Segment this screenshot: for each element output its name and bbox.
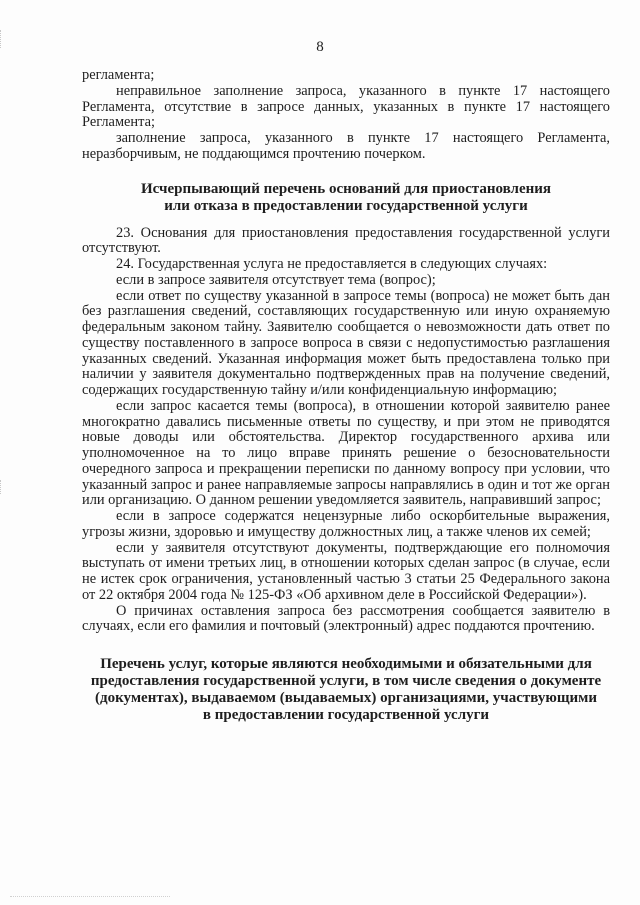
paragraph: если в запросе заявителя отсутствует тема (вопрос); — [116, 271, 436, 288]
paragraph: если ответ по существу указанной в запросе темы (вопроса) не может быть дан без разглашения сведений, составляющих государственную или иную охраняемую федеральным законом тайну. Заявителю сообщается о невозможности дать ответ по существу поставленного в запросе вопроса в связи с недопустимостью разглашения указанных сведений. Указанная информация может быть предоставлена только при наличии у заявителя документально подтвержденных прав на получение сведений, содержащих государственную тайну и/или конфиденциальную информацию; — [82, 287, 610, 398]
spacer — [82, 163, 610, 181]
page-number: 8 — [316, 39, 324, 55]
document-body — [82, 68, 610, 724]
paragraph: заполнение запроса, указанного в пункте 17 настоящего Регламента, неразборчивым, не поддающимся прочтению почерком. — [82, 130, 610, 162]
heading-line: или отказа в предоставлении государственной услуги — [164, 197, 528, 214]
paragraph: неправильное заполнение запроса, указанного в пункте 17 настоящего Регламента, отсутствие в запросе данных, указанных в пункте 17 настоящего Регламента; — [82, 82, 610, 131]
spacer — [82, 215, 610, 226]
heading-line: Перечень услуг, которые являются необходимыми и обязательными для — [100, 656, 592, 672]
heading-line: (документах), выдаваемом (выдаваемых) организациями, участвующими — [95, 690, 597, 706]
paragraph: если запрос касается темы (вопроса), в отношении которой заявителю ранее многократно давались письменные ответы по существу, и при этом не приводятся новые доводы или обстоятельства. Директор государственного архива или уполномоченное на то лицо вправе принять решение о безосновательности очередного запроса и прекращении переписки по данному вопросу при условии, что указанный запрос и ранее направляемые запросы направлялись в один и тот же орган или организацию. О данном решении уведомляется заявитель, направивший запрос; — [82, 397, 610, 509]
scan-edge-marks — [0, 480, 5, 494]
scan-edge-marks — [10, 896, 170, 897]
section-heading-required-services — [82, 656, 610, 724]
heading-line: в предоставлении государственной услуги — [202, 707, 490, 723]
section-heading-grounds-for-refusal — [82, 181, 610, 215]
paragraph: О причинах оставления запроса без рассмотрения сообщается заявителю в случаях, если его фамилия и почтовый (электронный) адрес поддаются прочтению. — [82, 602, 610, 635]
heading-line: Исчерпывающий перечень оснований для приостановления — [140, 180, 552, 197]
paragraph: если в запросе содержатся нецензурные либо оскорбительные выражения, угрозы жизни, здоровью и имуществу должностных лиц, а также членов их семей; — [82, 508, 610, 540]
paragraph-item-24: 24. Государственная услуга не предоставляется в следующих случаях: — [116, 256, 548, 272]
paragraph: если у заявителя отсутствуют документы, подтверждающие его полномочия выступать от имени третьих лиц, в отношении которых сделан запрос (в случае, если не истек срок ограничения, установленный частью 3 статьи 25 Федерального закона от 22 октября 2004 года № 125-ФЗ «Об архивном деле в Российской Федерации»). — [82, 539, 610, 603]
heading-line: предоставления государственной услуги, в том числе сведения о документе — [90, 673, 602, 689]
paragraph-continuation: регламента; — [82, 67, 155, 83]
paragraph-item-23: 23. Основания для приостановления предоставления государственной услуги отсутствуют. — [82, 224, 610, 257]
spacer — [82, 635, 610, 656]
